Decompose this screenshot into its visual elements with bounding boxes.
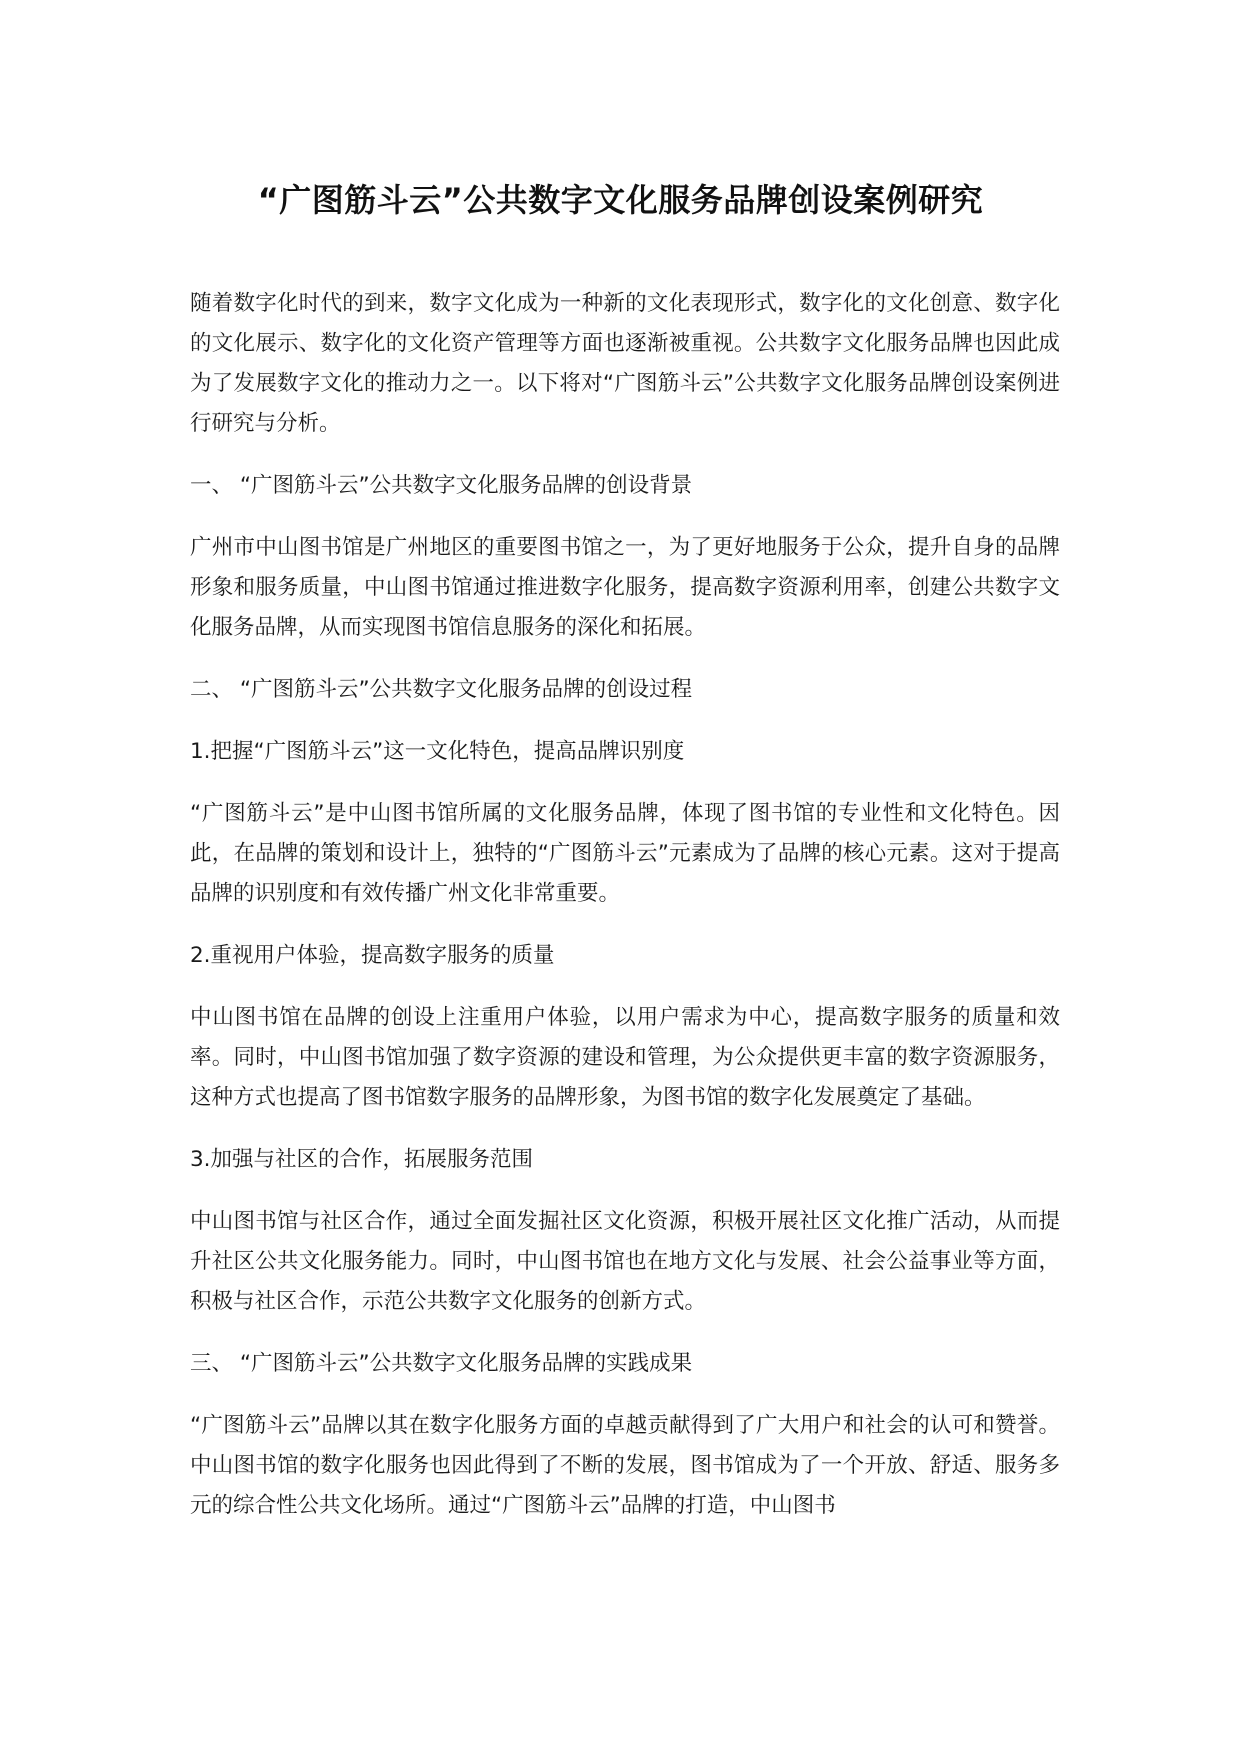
subheading-brand-identity: 1.把握“广图筋斗云”这一文化特色，提高品牌识别度 [190,739,685,764]
section-heading-results: 三、 “广图筋斗云”公共数字文化服务品牌的实践成果 [190,1351,693,1376]
section-heading-background: 一、 “广图筋斗云”公共数字文化服务品牌的创设背景 [190,473,693,498]
section-heading-process: 二、 “广图筋斗云”公共数字文化服务品牌的创设过程 [190,677,693,702]
background-paragraph: 广州市中山图书馆是广州地区的重要图书馆之一，为了更好地服务于公众，提升自身的品牌形象和服务质量，中山图书馆通过推进数字化服务，提高数字资源利用率，创建公共数字文化服务品牌，从而实现图书馆信息服务的深化和拓展。 [190,535,1060,640]
community-paragraph: 中山图书馆与社区合作，通过全面发掘社区文化资源，积极开展社区文化推广活动，从而提升社区公共文化服务能力。同时，中山图书馆也在地方文化与发展、社会公益事业等方面，积极与社区合作，示范公共数字文化服务的创新方式。 [190,1209,1060,1314]
brand-identity-paragraph: “广图筋斗云”是中山图书馆所属的文化服务品牌，体现了图书馆的专业性和文化特色。因此，在品牌的策划和设计上，独特的“广图筋斗云”元素成为了品牌的核心元素。这对于提高品牌的识别度和有效传播广州文化非常重要。 [190,801,1060,906]
document-title: “广图筋斗云”公共数字文化服务品牌创设案例研究 [257,181,984,219]
subheading-user-experience: 2.重视用户体验，提高数字服务的质量 [190,943,555,968]
user-experience-paragraph: 中山图书馆在品牌的创设上注重用户体验，以用户需求为中心，提高数字服务的质量和效率。同时，中山图书馆加强了数字资源的建设和管理，为公众提供更丰富的数字资源服务，这种方式也提高了图书馆数字服务的品牌形象，为图书馆的数字化发展奠定了基础。 [190,1005,1060,1110]
results-paragraph: “广图筋斗云”品牌以其在数字化服务方面的卓越贡献得到了广大用户和社会的认可和赞誉。中山图书馆的数字化服务也因此得到了不断的发展，图书馆成为了一个开放、舒适、服务多元的综合性公共文化场所。通过“广图筋斗云”品牌的打造，中山图书 [190,1413,1060,1518]
subheading-community: 3.加强与社区的合作，拓展服务范围 [190,1147,534,1172]
document-body [190,284,1060,1548]
intro-paragraph: 随着数字化时代的到来，数字文化成为一种新的文化表现形式，数字化的文化创意、数字化的文化展示、数字化的文化资产管理等方面也逐渐被重视。公共数字文化服务品牌也因此成为了发展数字文化的推动力之一。以下将对“广图筋斗云”公共数字文化服务品牌创设案例进行研究与分析。 [190,291,1060,436]
